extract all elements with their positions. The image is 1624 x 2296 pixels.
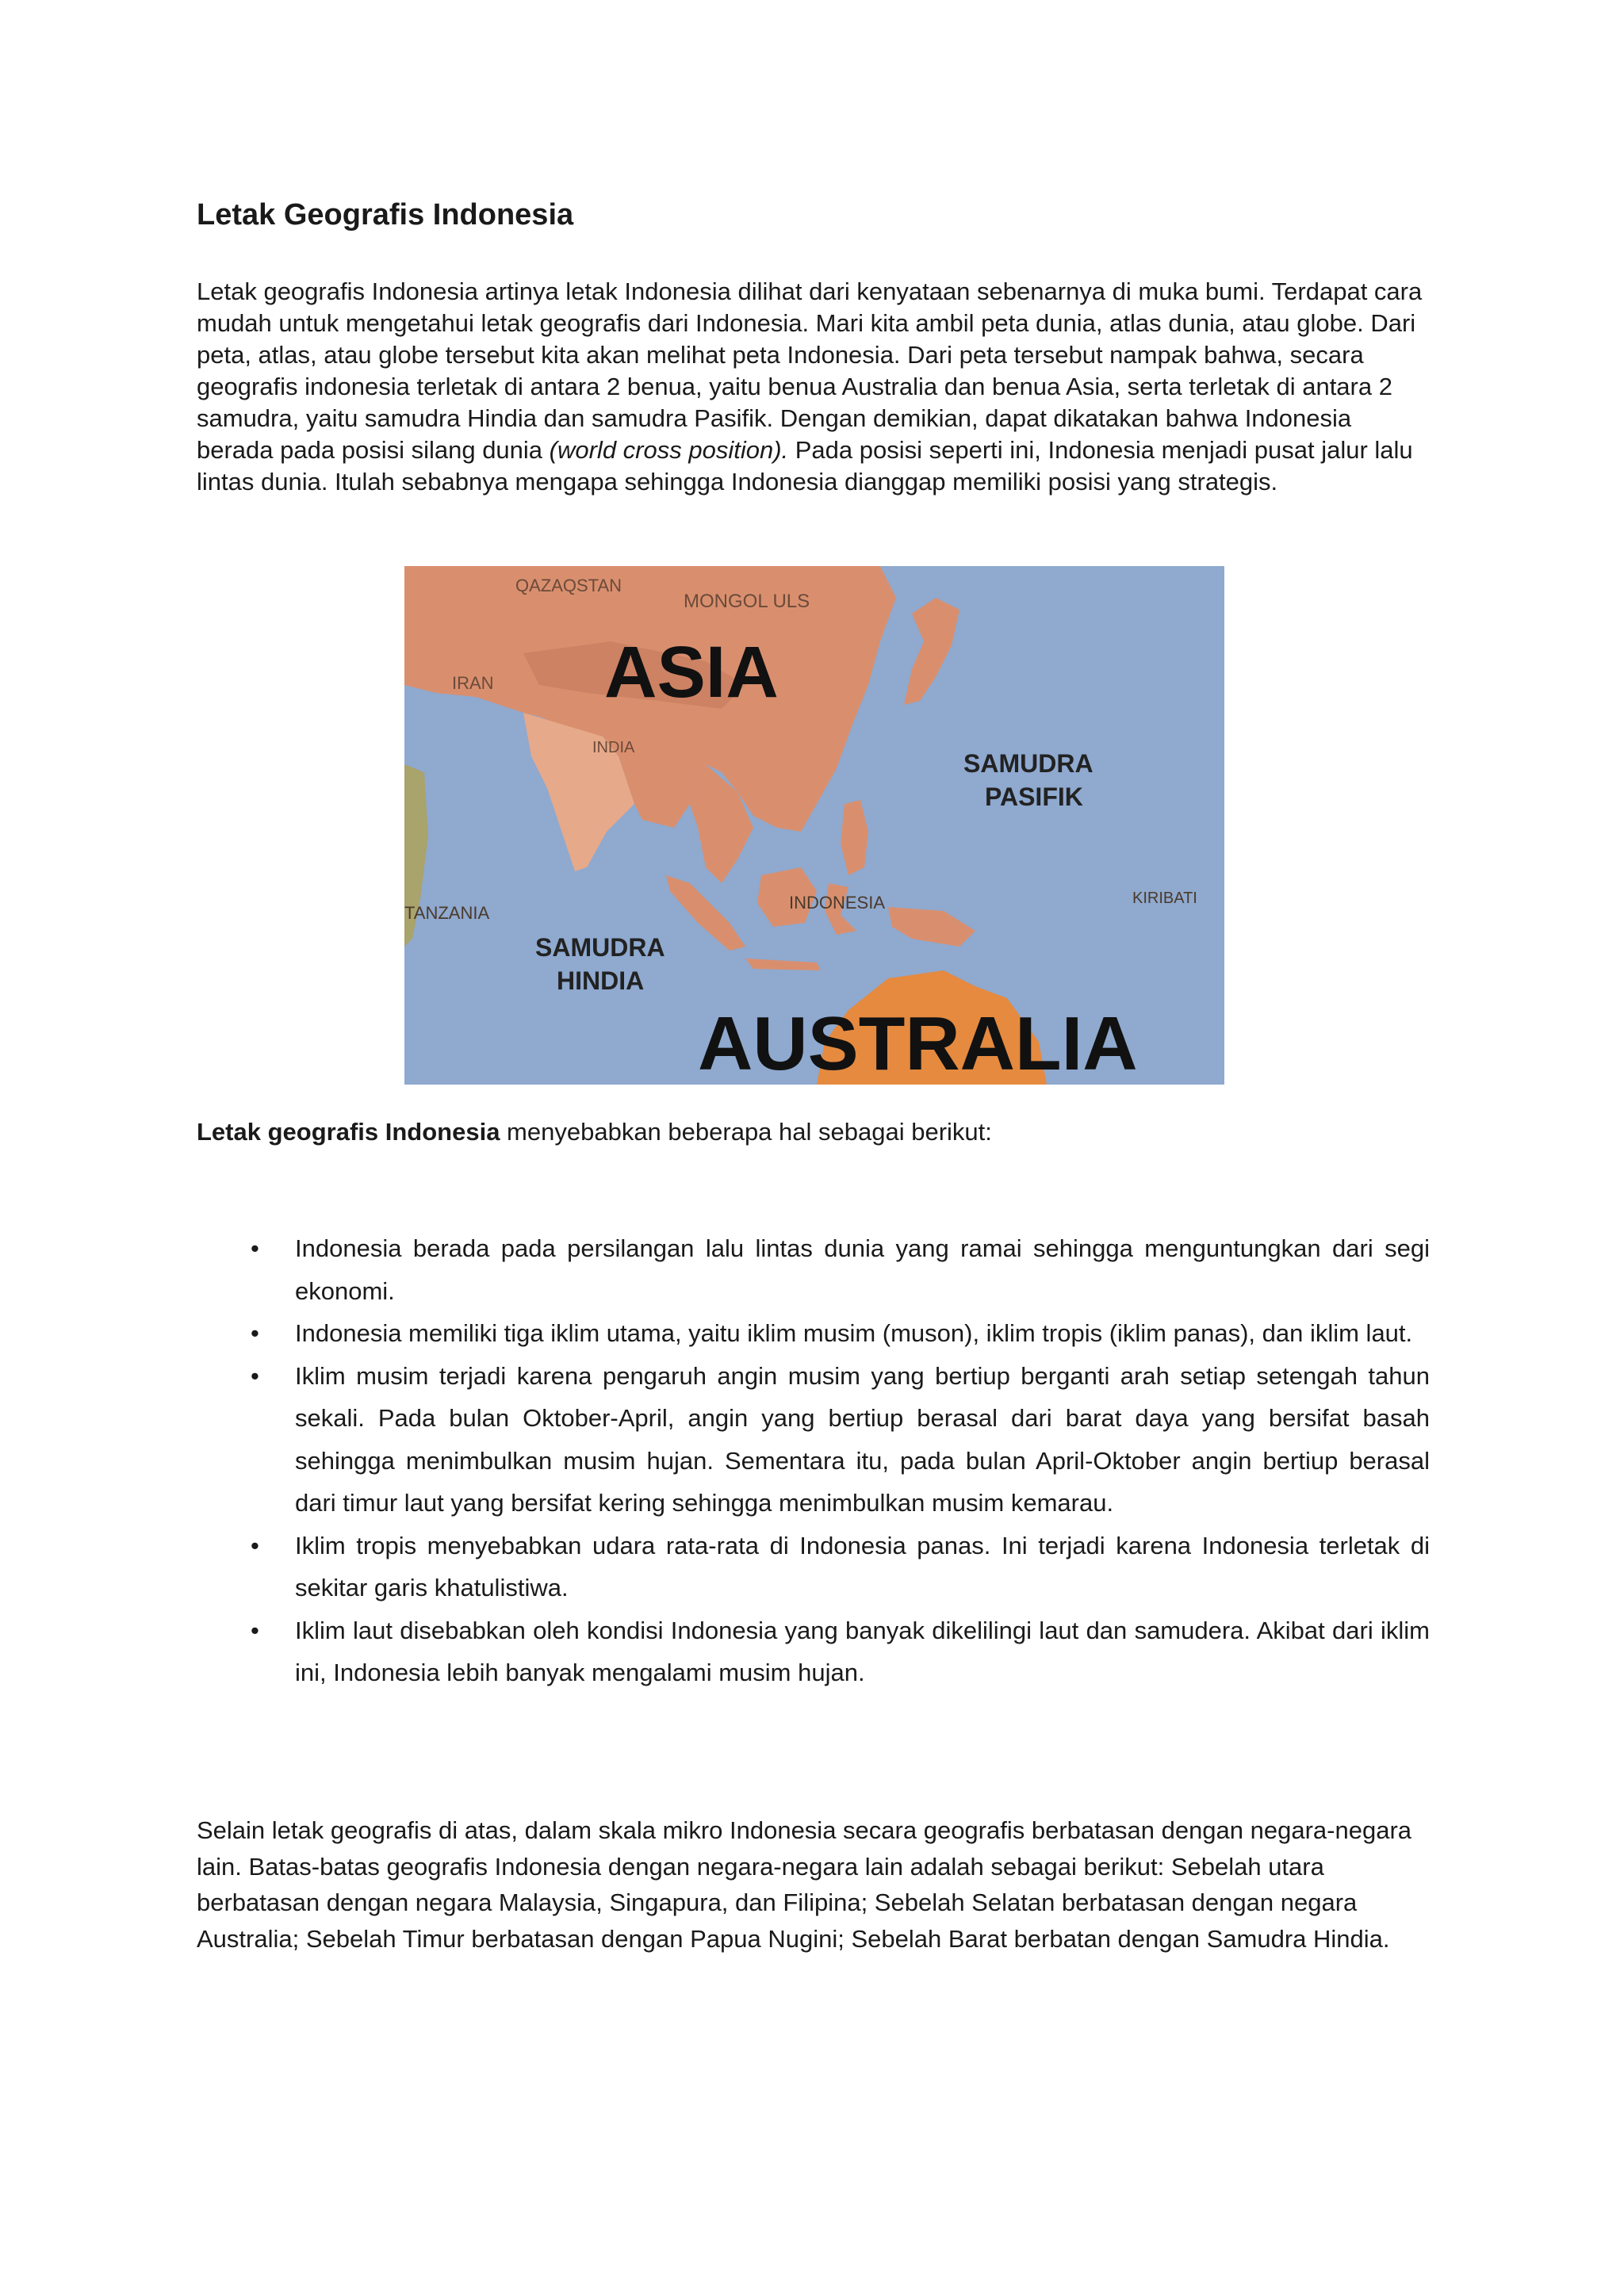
intro-paragraph xyxy=(197,276,1430,498)
label-tanzania: TANZANIA xyxy=(404,903,490,923)
map-image xyxy=(404,566,1224,1085)
list-item xyxy=(197,1609,1430,1694)
list-item xyxy=(197,1355,1430,1525)
intro-paragraph-text: Letak geografis Indonesia artinya letak Indonesia dilihat dari kenyataan sebenarnya di muka bumi. Terdapat cara mudah untuk mengetahui letak geografis dari Indonesia. Mari kita ambil peta dunia, atlas dunia, atau globe. Dari peta, atlas, atau globe tersebut kita akan melihat peta Indonesia. Dari peta tersebut nampak bahwa, secara geografis indonesia terletak di antara 2 benua, yaitu benua Australia dan benua Asia, serta terletak di antara 2 samudra, yaitu samudra Hindia dan samudra Pasifik. Dengan demikian, dapat dikatakan bahwa Indonesia berada pada posisi silang dunia xyxy=(197,277,1423,464)
label-kiribati: KIRIBATI xyxy=(1132,890,1197,907)
list-intro xyxy=(197,1116,992,1148)
label-samudra-pasifik-1: SAMUDRA xyxy=(963,749,1094,778)
label-samudra-hindia-2: HINDIA xyxy=(557,966,645,995)
bullet-icon: • xyxy=(251,1319,259,1347)
intro-paragraph-end: Pada posisi seperti ini, Indonesia menjadi pusat jalur lalu lintas dunia. Itulah sebabnya mengapa sehingga Indonesia dianggap memiliki posisi yang strategis. xyxy=(197,436,1413,496)
bullet-icon: • xyxy=(251,1361,259,1390)
label-india: INDIA xyxy=(592,739,635,756)
list-intro-rest: menyebabkan beberapa hal sebagai berikut: xyxy=(500,1118,992,1146)
list-item xyxy=(197,1312,1430,1355)
label-samudra-hindia-1: SAMUDRA xyxy=(535,933,665,962)
label-asia: ASIA xyxy=(604,632,779,713)
list-intro-bold: Letak geografis Indonesia xyxy=(197,1118,500,1146)
list-item-text: Iklim laut disebabkan oleh kondisi Indonesia yang banyak dikelilingi laut dan samudera. Akibat dari iklim ini, Indonesia lebih banyak mengalami musim hujan. xyxy=(295,1616,1430,1686)
list-item xyxy=(197,1525,1430,1609)
effects-list xyxy=(197,1227,1430,1694)
label-samudra-pasifik-2: PASIFIK xyxy=(985,783,1083,811)
label-mongol: MONGOL ULS xyxy=(684,591,810,612)
bullet-icon: • xyxy=(251,1531,259,1559)
list-item-text: Iklim musim terjadi karena pengaruh angin musim yang bertiup berganti arah setiap setengah tahun sekali. Pada bulan Oktober-April, angin yang bertiup berasal dari barat daya yang bersifat basah sehingga menimbulkan musim hujan. Sementara itu, pada bulan April-Oktober angin bertiup berasal dari timur laut yang bersifat kering sehingga menimbulkan musim kemarau. xyxy=(295,1361,1430,1517)
list-item-text: Indonesia memiliki tiga iklim utama, yaitu iklim musim (muson), iklim tropis (iklim panas), dan iklim laut. xyxy=(295,1319,1413,1347)
borders-paragraph: Selain letak geografis di atas, dalam skala mikro Indonesia secara geografis berbatasan dengan negara-negara lain. Batas-batas geografis Indonesia dengan negara-negara lain adalah sebagai berikut: Sebelah utara berbatasan dengan negara Malaysia, Singapura, dan Filipina; Sebelah Selatan berbatasan dengan negara Australia; Sebelah Timur berbatasan dengan Papua Nugini; Sebelah Barat berbatan dengan Samudra Hindia. xyxy=(197,1816,1412,1953)
list-item xyxy=(197,1227,1430,1312)
intro-paragraph-italic: (world cross position). xyxy=(549,436,789,464)
list-item-text: Indonesia berada pada persilangan lalu lintas dunia yang ramai sehingga menguntungkan dari segi ekonomi. xyxy=(295,1234,1430,1305)
label-australia: AUSTRALIA xyxy=(698,1001,1138,1085)
label-iran: IRAN xyxy=(452,673,494,693)
list-item-text: Iklim tropis menyebabkan udara rata-rata di Indonesia panas. Ini terjadi karena Indonesia terletak di sekitar garis khatulistiwa. xyxy=(295,1531,1430,1601)
bullet-icon: • xyxy=(251,1616,259,1644)
label-indonesia: INDONESIA xyxy=(789,893,886,913)
document-title: Letak Geografis Indonesia xyxy=(197,198,574,232)
bullet-icon: • xyxy=(251,1234,259,1262)
label-qazaqstan: QAZAQSTAN xyxy=(515,576,622,595)
